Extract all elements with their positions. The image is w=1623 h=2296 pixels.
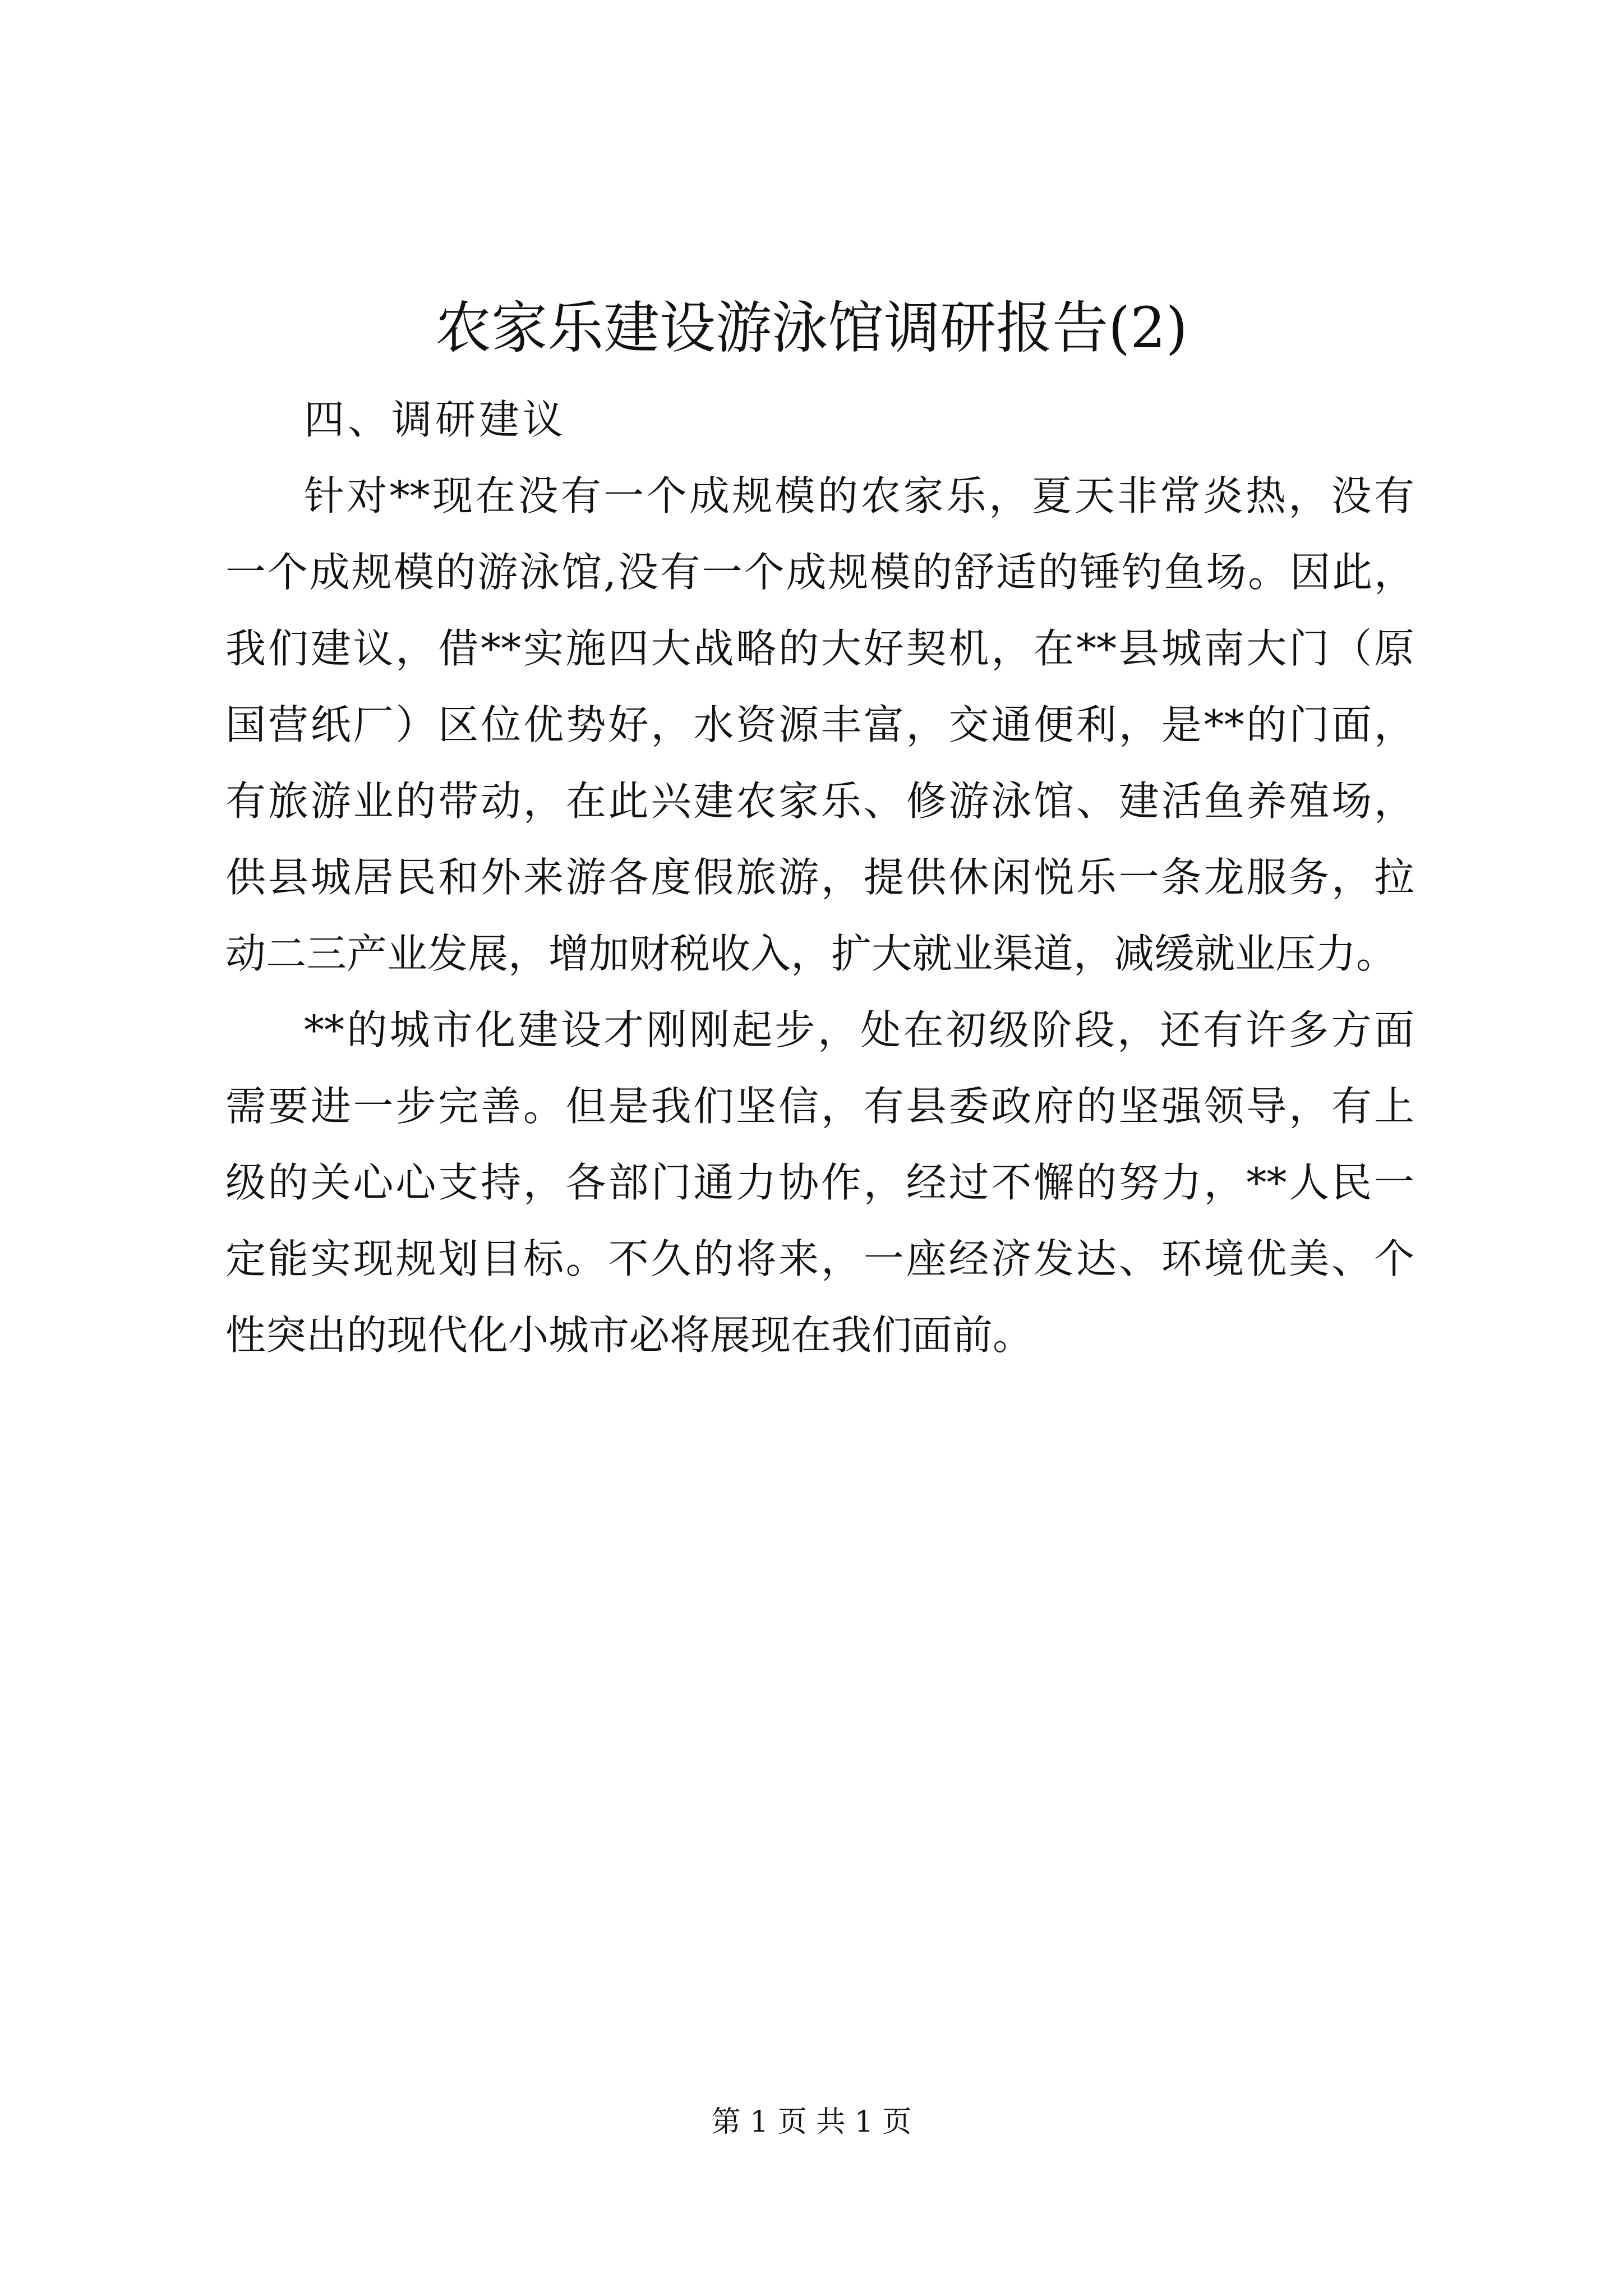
paragraph-line: 需要进一步完善。但是我们坚信，有县委政府的坚强领导，有上 — [225, 1083, 1414, 1130]
paragraph-line: 性突出的现代化小城市必将展现在我们面前。 — [225, 1312, 1034, 1359]
page-footer: 第 1 页 共 1 页 — [711, 2105, 912, 2139]
paragraph-line: 针对**现在没有一个成规模的农家乐，夏天非常炎热，没有 — [304, 472, 1414, 519]
paragraph-line: 级的关心心支持，各部门通力协作，经过不懈的努力，**人民一 — [225, 1159, 1414, 1206]
paragraph-line: 定能实现规划目标。不久的将来，一座经济发达、环境优美、个 — [225, 1235, 1414, 1282]
paragraph-line: 一个成规模的游泳馆,没有一个成规模的舒适的锤钓鱼场。因此， — [225, 549, 1414, 596]
paragraph-2 — [225, 992, 1414, 1373]
paragraph-line: 国营纸厂）区位优势好，水资源丰富，交通便利，是**的门面， — [225, 701, 1414, 748]
paragraph-line: 我们建议，借**实施四大战略的大好契机，在**县城南大门（原 — [225, 625, 1414, 672]
paragraph-line: 供县城居民和外来游各度假旅游，提供休闲悦乐一条龙服务，拉 — [225, 854, 1414, 901]
section-heading: 四、调研建议 — [304, 396, 567, 443]
paragraph-line: 动二三产业发展，增加财税收入，扩大就业渠道，减缓就业压力。 — [225, 930, 1397, 977]
paragraph-line: 有旅游业的带动，在此兴建农家乐、修游泳馆、建活鱼养殖场， — [225, 777, 1414, 825]
document-body — [225, 381, 1414, 1373]
document-title: 农家乐建设游泳馆调研报告(2) — [435, 295, 1188, 361]
paragraph-1 — [225, 458, 1414, 992]
paragraph-line: **的城市化建设才刚刚起步，处在初级阶段，还有许多方面 — [304, 1006, 1414, 1053]
